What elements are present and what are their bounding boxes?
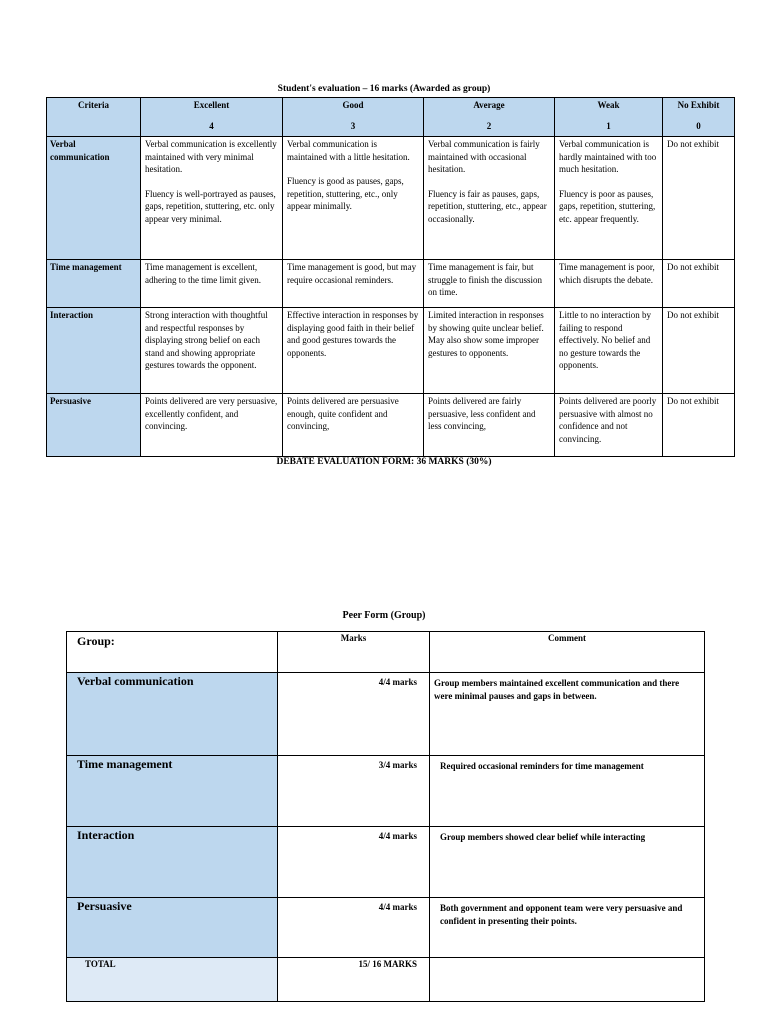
average-cell: Limited interaction in responses by showing quite unclear belief. May also show some improper gestures to opponents. — [424, 308, 555, 394]
peer-criterion: Time management — [67, 756, 278, 827]
peer-row-verbal — [67, 673, 705, 756]
excellent-cell: Verbal communication is excellently maintained with very minimal hesitation. Fluency is well-portrayed as pauses, gaps, repetition, stuttering, etc. only appear very minimal. — [141, 137, 283, 260]
criterion-cell: Time management — [47, 260, 141, 308]
peer-criterion: Verbal communication — [67, 673, 278, 756]
criterion-cell: Persuasive — [47, 394, 141, 457]
total-comment — [430, 958, 705, 1002]
no-exhibit-cell: Do not exhibit — [663, 394, 735, 457]
weak-cell: Points delivered are poorly persuasive with almost no confidence and not convincing. — [555, 394, 663, 457]
peer-row-time — [67, 756, 705, 827]
no-exhibit-cell: Do not exhibit — [663, 260, 735, 308]
marks-header: Marks — [278, 632, 430, 673]
peer-form-title: Peer Form (Group) — [342, 610, 426, 621]
comment-header: Comment — [430, 632, 705, 673]
peer-criterion: Persuasive — [67, 898, 278, 958]
peer-header-row — [67, 632, 705, 673]
rubric-header-excellent: Excellent 4 — [141, 98, 283, 137]
good-cell: Time management is good, but may require occasional reminders. — [283, 260, 424, 308]
excellent-cell: Points delivered are very persuasive, excellently confident, and convincing. — [141, 394, 283, 457]
rubric-header-no-exhibit: No Exhibit 0 — [663, 98, 735, 137]
rubric-title: Student's evaluation – 16 marks (Awarded as group) — [277, 84, 491, 94]
peer-comment: Required occasional reminders for time management — [430, 756, 705, 827]
rubric-row-verbal — [47, 137, 735, 260]
rubric-header-weak: Weak 1 — [555, 98, 663, 137]
no-exhibit-cell: Do not exhibit — [663, 308, 735, 394]
weak-cell: Time management is poor, which disrupts the debate. — [555, 260, 663, 308]
peer-comment: Group members showed clear belief while interacting — [430, 827, 705, 898]
average-cell: Time management is fair, but struggle to finish the discussion on time. — [424, 260, 555, 308]
peer-marks: 3/4 marks — [278, 756, 430, 827]
peer-marks: 4/4 marks — [278, 827, 430, 898]
good-cell: Effective interaction in responses by displaying good faith in their belief and good gestures towards the opponents. — [283, 308, 424, 394]
rubric-header-row — [47, 98, 735, 137]
weak-cell: Little to no interaction by failing to respond effectively. No belief and no gesture towards the opponents. — [555, 308, 663, 394]
peer-form-table — [66, 631, 705, 1002]
criterion-cell: Verbal communication — [47, 137, 141, 260]
rubric-table — [46, 97, 735, 457]
peer-criterion: Interaction — [67, 827, 278, 898]
total-label: TOTAL — [67, 958, 278, 1002]
peer-marks: 4/4 marks — [278, 898, 430, 958]
excellent-cell: Time management is excellent, adhering to the time limit given. — [141, 260, 283, 308]
rubric-row-interaction — [47, 308, 735, 394]
rubric-header-criteria: Criteria — [47, 98, 141, 137]
rubric-caption: DEBATE EVALUATION FORM: 36 MARKS (30%) — [276, 457, 492, 467]
no-exhibit-cell: Do not exhibit — [663, 137, 735, 260]
excellent-cell: Strong interaction with thoughtful and respectful responses by displaying strong belief on each stand and showing appropriate gestures towards the opponent. — [141, 308, 283, 394]
total-marks: 15/ 16 MARKS — [278, 958, 430, 1002]
peer-comment: Both government and opponent team were very persuasive and confident in presenting their points. — [430, 898, 705, 958]
peer-row-persuasive — [67, 898, 705, 958]
average-cell: Verbal communication is fairly maintained with occasional hesitation. Fluency is fair as pauses, gaps, repetition, stuttering, etc., appear occasionally. — [424, 137, 555, 260]
rubric-row-persuasive — [47, 394, 735, 457]
peer-marks: 4/4 marks — [278, 673, 430, 756]
group-label: Group: — [67, 632, 278, 673]
rubric-row-time — [47, 260, 735, 308]
peer-comment: Group members maintained excellent communication and there were minimal pauses and gaps in between. — [430, 673, 705, 756]
peer-row-interaction — [67, 827, 705, 898]
good-cell: Verbal communication is maintained with a little hesitation. Fluency is good as pauses, gaps, repetition, stuttering, etc., only appear minimally. — [283, 137, 424, 260]
rubric-header-good: Good 3 — [283, 98, 424, 137]
rubric-header-average: Average 2 — [424, 98, 555, 137]
criterion-cell: Interaction — [47, 308, 141, 394]
average-cell: Points delivered are fairly persuasive, less confident and less convincing, — [424, 394, 555, 457]
good-cell: Points delivered are persuasive enough, quite confident and convincing, — [283, 394, 424, 457]
peer-row-total — [67, 958, 705, 1002]
weak-cell: Verbal communication is hardly maintained with too much hesitation. Fluency is poor as pauses, gaps, repetition, stuttering, etc. appear frequently. — [555, 137, 663, 260]
